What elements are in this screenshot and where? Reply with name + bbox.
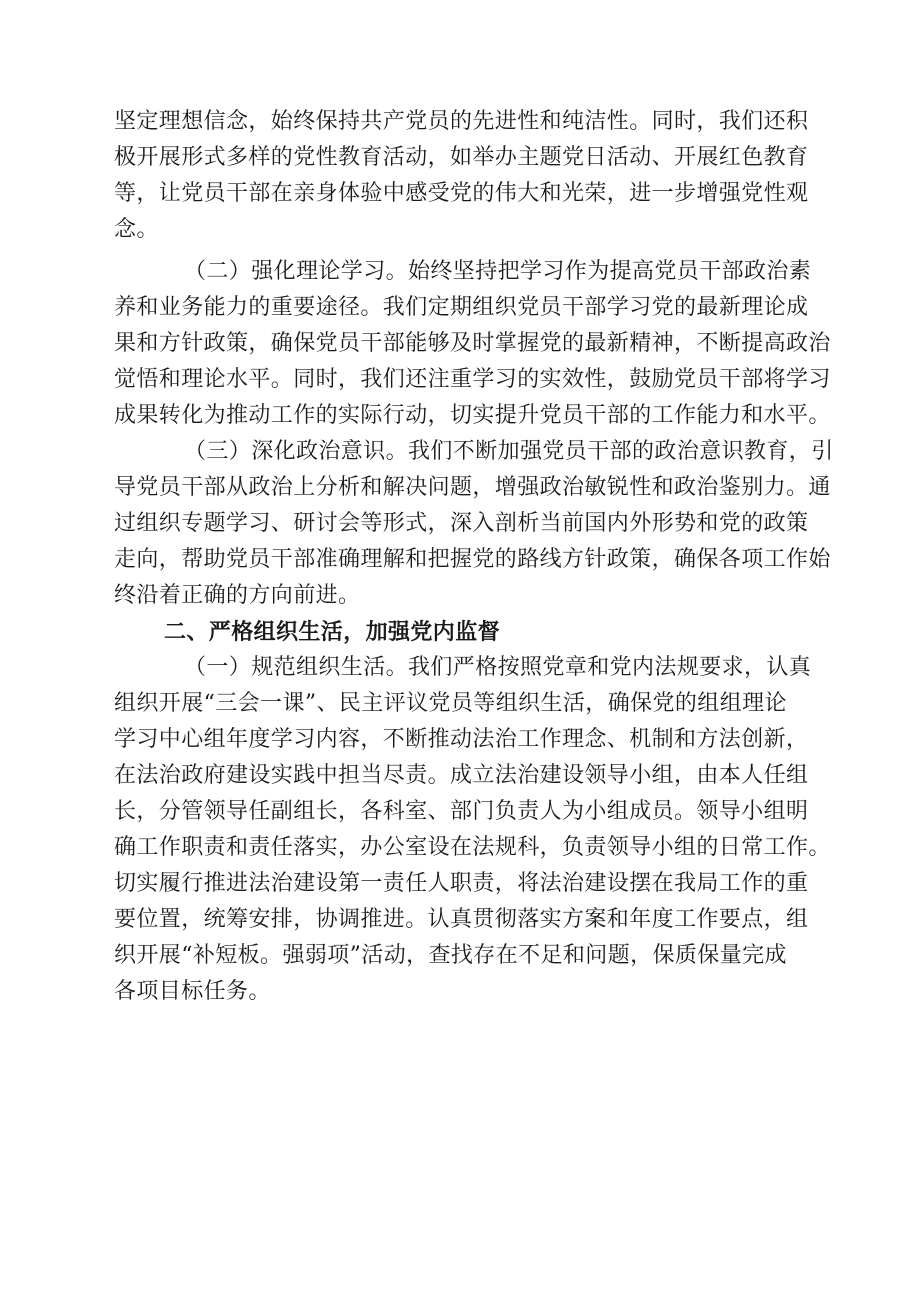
text-line: 走向，帮助党员干部准确理解和把握党的路线方针政策，确保各项工作始 bbox=[114, 547, 831, 572]
text-line: 在法治政府建设实践中担当尽责。成立法治建设领导小组，由本人任组 bbox=[114, 763, 809, 788]
text-line: 坚定理想信念，始终保持共产党员的先进性和纯洁性。同时，我们还积 bbox=[114, 109, 809, 134]
text-line: （三）深化政治意识。我们不断加强党员干部的政治意识教育，引 bbox=[184, 439, 834, 464]
text-line: 织开展“补短板。强弱项”活动，查找存在不足和问题，保质保量完成 bbox=[114, 943, 787, 968]
paragraph-political-awareness bbox=[114, 434, 834, 614]
paragraph-organization-life bbox=[114, 650, 834, 1010]
text-line: 终沿着正确的方向前进。 bbox=[114, 583, 361, 608]
text-line: 各项目标任务。 bbox=[114, 979, 271, 1004]
section-heading-text: 二、严格组织生活，加强党内监督 bbox=[164, 619, 501, 645]
text-line: （一）规范组织生活。我们严格按照党章和党内法规要求，认真 bbox=[184, 655, 812, 680]
text-line: 成果转化为推动工作的实际行动，切实提升党员干部的工作能力和水平。 bbox=[114, 403, 831, 428]
text-line: 切实履行推进法治建设第一责任人职责，将法治建设摆在我局工作的重 bbox=[114, 871, 809, 896]
text-line: 组织开展“三会一课”、民主评议党员等组织生活，确保党的组组理论 bbox=[114, 691, 787, 716]
text-line: 果和方针政策，确保党员干部能够及时掌握党的最新精神，不断提高政治 bbox=[114, 331, 831, 356]
document-body bbox=[114, 104, 834, 1010]
text-line: 养和业务能力的重要途径。我们定期组织党员干部学习党的最新理论成 bbox=[114, 295, 809, 320]
text-line: 过组织专题学习、研讨会等形式，深入剖析当前国内外形势和党的政策 bbox=[114, 511, 809, 536]
text-line: 要位置，统筹安排，协调推进。认真贯彻落实方案和年度工作要点，组 bbox=[114, 907, 809, 932]
text-line: 觉悟和理论水平。同时，我们还注重学习的实效性，鼓励党员干部将学习 bbox=[114, 367, 831, 392]
paragraph-party-spirit bbox=[114, 104, 834, 248]
section-heading bbox=[114, 614, 834, 650]
text-line: 学习中心组年度学习内容，不断推动法治工作理念、机制和方法创新， bbox=[114, 727, 809, 752]
text-line: 等，让党员干部在亲身体验中感受党的伟大和光荣，进一步增强党性观 bbox=[114, 181, 809, 206]
text-line: 导党员干部从政治上分析和解决问题，增强政治敏锐性和政治鉴别力。通 bbox=[114, 475, 831, 500]
text-line: 极开展形式多样的党性教育活动，如举办主题党日活动、开展红色教育 bbox=[114, 145, 809, 170]
text-line: （二）强化理论学习。始终坚持把学习作为提高党员干部政治素 bbox=[184, 259, 812, 284]
text-line: 长，分管领导任副组长，各科室、部门负责人为小组成员。领导小组明 bbox=[114, 799, 809, 824]
text-line: 念。 bbox=[114, 217, 159, 242]
paragraph-theory-study bbox=[114, 254, 834, 434]
text-line: 确工作职责和责任落实，办公室设在法规科，负责领导小组的日常工作。 bbox=[114, 835, 831, 860]
